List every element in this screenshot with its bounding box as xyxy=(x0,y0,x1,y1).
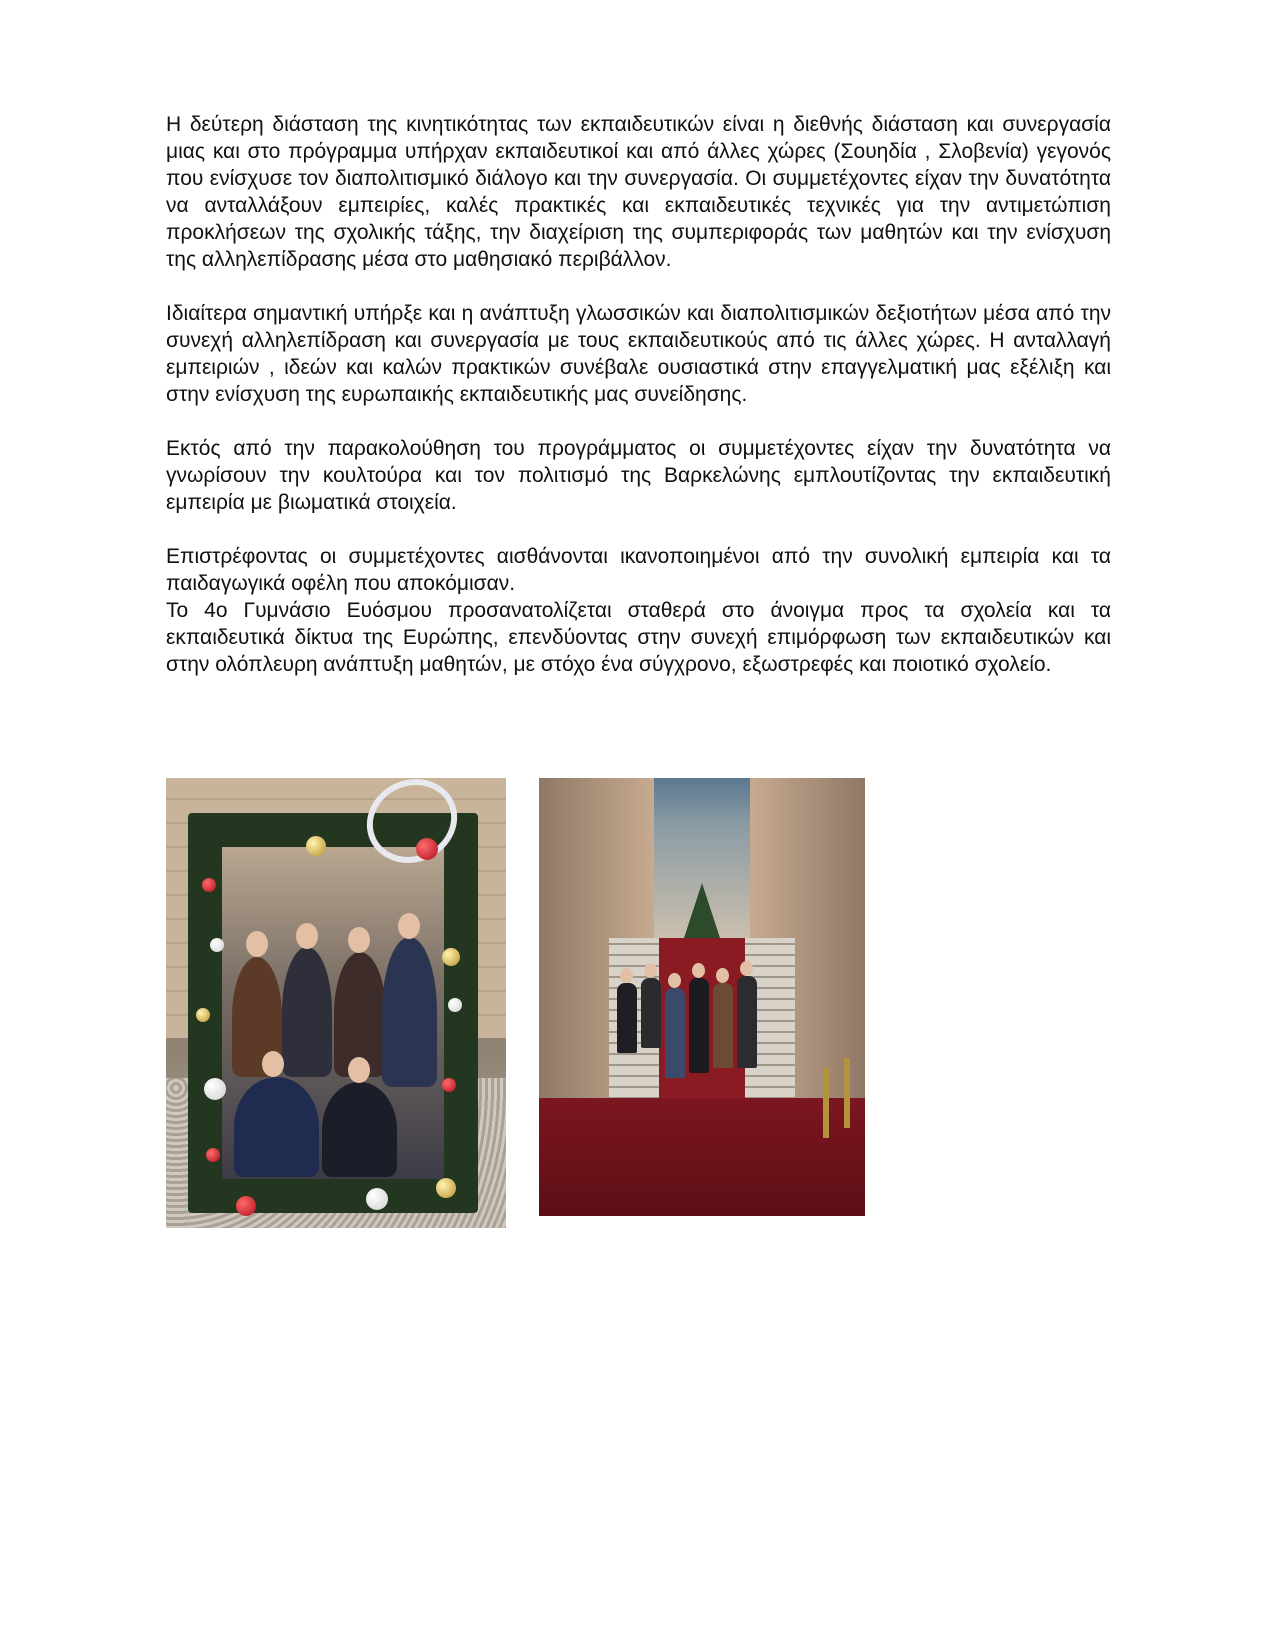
photo-bauble xyxy=(206,1148,220,1162)
paragraph-language-skills: Ιδιαίτερα σημαντική υπήρξε και η ανάπτυξη γλωσσικών και διαπολιτισμικών δεξιοτήτων μέσα από την συνεχή αλληλεπίδραση και συνεργασία με τους εκπαιδευτικούς από τις άλλες χώρες. Η ανταλλαγή εμπειριών , ιδεών και καλών πρακτικών συνέβαλε ουσιαστικά στην επαγγελματική μας εξέλιξη και στην ενίσχυση της ευρωπαικής εκπαιδευτικής μας συνείδησης. xyxy=(166,302,1111,406)
photo-red-carpet xyxy=(539,1098,865,1216)
photo-person xyxy=(737,976,757,1068)
photo-face xyxy=(716,968,729,983)
photo-face xyxy=(644,963,657,978)
photo-brass-post xyxy=(844,1058,850,1128)
paragraph-barcelona-culture: Εκτός από την παρακολούθηση του προγράμματος οι συμμετέχοντες είχαν την δυνατότητα να γνωρίσουν την κουλτούρα και τον πολιτισμό της Βαρκελώνης εμπλουτίζοντας την εκπαιδευτική εμπειρία με βιωματικά στοιχεία. xyxy=(166,437,1111,514)
photo-bauble xyxy=(366,1188,388,1210)
photo-bauble xyxy=(202,878,216,892)
photo-bauble xyxy=(196,1008,210,1022)
photo-face xyxy=(692,963,705,978)
photo-garland-frame xyxy=(188,813,478,1213)
photo-bauble xyxy=(204,1078,226,1100)
photo-bauble xyxy=(442,948,460,966)
photo-christmas-frame xyxy=(166,778,506,1228)
photo-bauble xyxy=(442,1078,456,1092)
photo-bauble xyxy=(210,938,224,952)
photo-person xyxy=(713,983,733,1068)
paragraph-return: Επιστρέφοντας οι συμμετέχοντες αισθάνονται ικανοποιημένοι από την συνολική εμπειρία και τα παιδαγωγικά οφέλη που αποκόμισαν. xyxy=(166,545,1111,595)
photo-christmas-tree xyxy=(684,883,720,938)
photo-staircase-group xyxy=(539,778,865,1216)
photo-person xyxy=(617,983,637,1053)
photo-bauble xyxy=(306,836,326,856)
photo-face xyxy=(668,973,681,988)
photo-bauble xyxy=(436,1178,456,1198)
photo-bauble xyxy=(236,1196,256,1216)
document-body xyxy=(166,111,1111,678)
photo-row xyxy=(166,778,866,1233)
paragraph-school: Το 4ο Γυμνάσιο Ευόσμου προσανατολίζεται σταθερά στο άνοιγμα προς τα σχολεία και τα εκπαιδευτικά δίκτυα της Ευρώπης, επενδύοντας στην συνεχή επιμόρφωση των εκπαιδευτικών και στην ολόπλευρη ανάπτυξη μαθητών, με στόχο ένα σύγχρονο, εξωστρεφές και ποιοτικό σχολείο. xyxy=(166,599,1111,676)
photo-bauble xyxy=(416,838,438,860)
photo-brass-post xyxy=(823,1068,829,1138)
photo-face xyxy=(620,968,633,983)
photo-person xyxy=(665,988,685,1078)
photo-person xyxy=(641,978,661,1048)
photo-bauble xyxy=(448,998,462,1012)
photo-person xyxy=(689,978,709,1073)
photo-face xyxy=(740,961,753,976)
paragraph-international-dimension: Η δεύτερη διάσταση της κινητικότητας των εκπαιδευτικών είναι η διεθνής διάσταση και συνεργασία μιας και στο πρόγραμμα υπήρχαν εκπαιδευτικοί και από άλλες χώρες (Σουηδία , Σλοβενία) γεγονός που ενίσχυσε τον διαπολιτισμικό διάλογο και την συνεργασία. Οι συμμετέχοντες είχαν την δυνατότητα να ανταλλάξουν εμπειρίες, καλές πρακτικές και εκπαιδευτικές τεχνικές για την αντιμετώπιση προκλήσεων της σχολικής τάξης, την διαχείριση της συμπεριφοράς των μαθητών και την ενίσχυση της αλληλεπίδρασης μέσα στο μαθησιακό περιβάλλον. xyxy=(166,113,1111,271)
